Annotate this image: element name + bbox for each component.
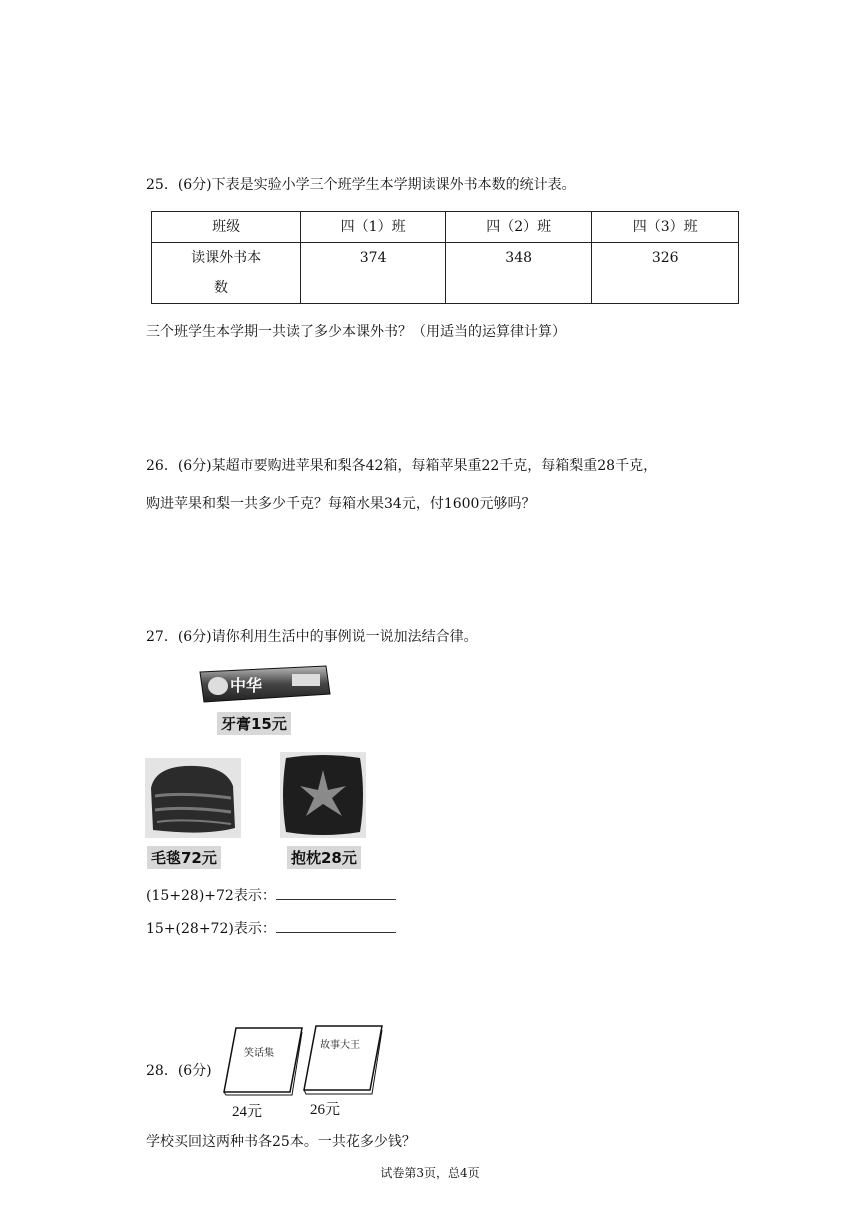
pillow-image [280, 752, 366, 838]
row-label-line2: 数 [214, 280, 228, 296]
q28-question: 学校买回这两种书各25本。一共花多少钱？ [146, 1134, 416, 1150]
q28-title: 28．(6分) [146, 1063, 212, 1079]
book-jokes-price: 24元 [232, 1104, 263, 1120]
book-stories-image [300, 1022, 384, 1096]
q25-title: 25．(6分)下表是实验小学三个班学生本学期读课外书本数的统计表。 [146, 177, 576, 193]
table-header: 四（2）班 [445, 212, 592, 243]
answer-blank-2[interactable] [276, 918, 396, 933]
table-cell: 348 [445, 243, 592, 304]
table-cell: 374 [301, 243, 446, 304]
book-jokes-image [222, 1024, 304, 1096]
expr2-label: 15+(28+72)表示： [146, 921, 276, 937]
book-stories-title: 故事大王 [320, 1040, 360, 1051]
q26-line2: 购进苹果和梨一共多少千克？每箱水果34元，付1600元够吗？ [146, 496, 536, 512]
expr1-label: (15+28)+72表示： [146, 888, 276, 904]
blanket-caption: 毛毯72元 [147, 846, 221, 869]
toothpaste-image [196, 664, 332, 704]
row-label-line1: 读课外书本 [191, 250, 262, 266]
table-header: 四（3）班 [592, 212, 739, 243]
page-footer: 试卷第3页，总4页 [380, 1166, 480, 1180]
table-header: 班级 [152, 212, 301, 243]
q26-line1: 26．(6分)某超市要购进苹果和梨各42箱，每箱苹果重22千克，每箱梨重28千克， [146, 458, 658, 474]
q25-question: 三个班学生本学期一共读了多少本课外书？（用适当的运算律计算） [146, 324, 566, 340]
pillow-caption: 抱枕28元 [287, 846, 361, 869]
toothpaste-caption: 牙膏15元 [217, 712, 291, 735]
book-stories-price: 26元 [310, 1102, 341, 1118]
table-row-label [152, 243, 301, 304]
expr1-line [146, 885, 396, 905]
table-cell: 326 [592, 243, 739, 304]
blanket-image [145, 758, 241, 838]
book-jokes-title: 笑话集 [244, 1048, 274, 1059]
table-header: 四（1）班 [301, 212, 446, 243]
answer-blank-1[interactable] [276, 885, 396, 900]
toothpaste-brand: 中华 [230, 676, 263, 695]
reading-stats-table [151, 211, 739, 304]
q27-title: 27．(6分)请你利用生活中的事例说一说加法结合律。 [146, 629, 478, 645]
expr2-line [146, 918, 396, 938]
